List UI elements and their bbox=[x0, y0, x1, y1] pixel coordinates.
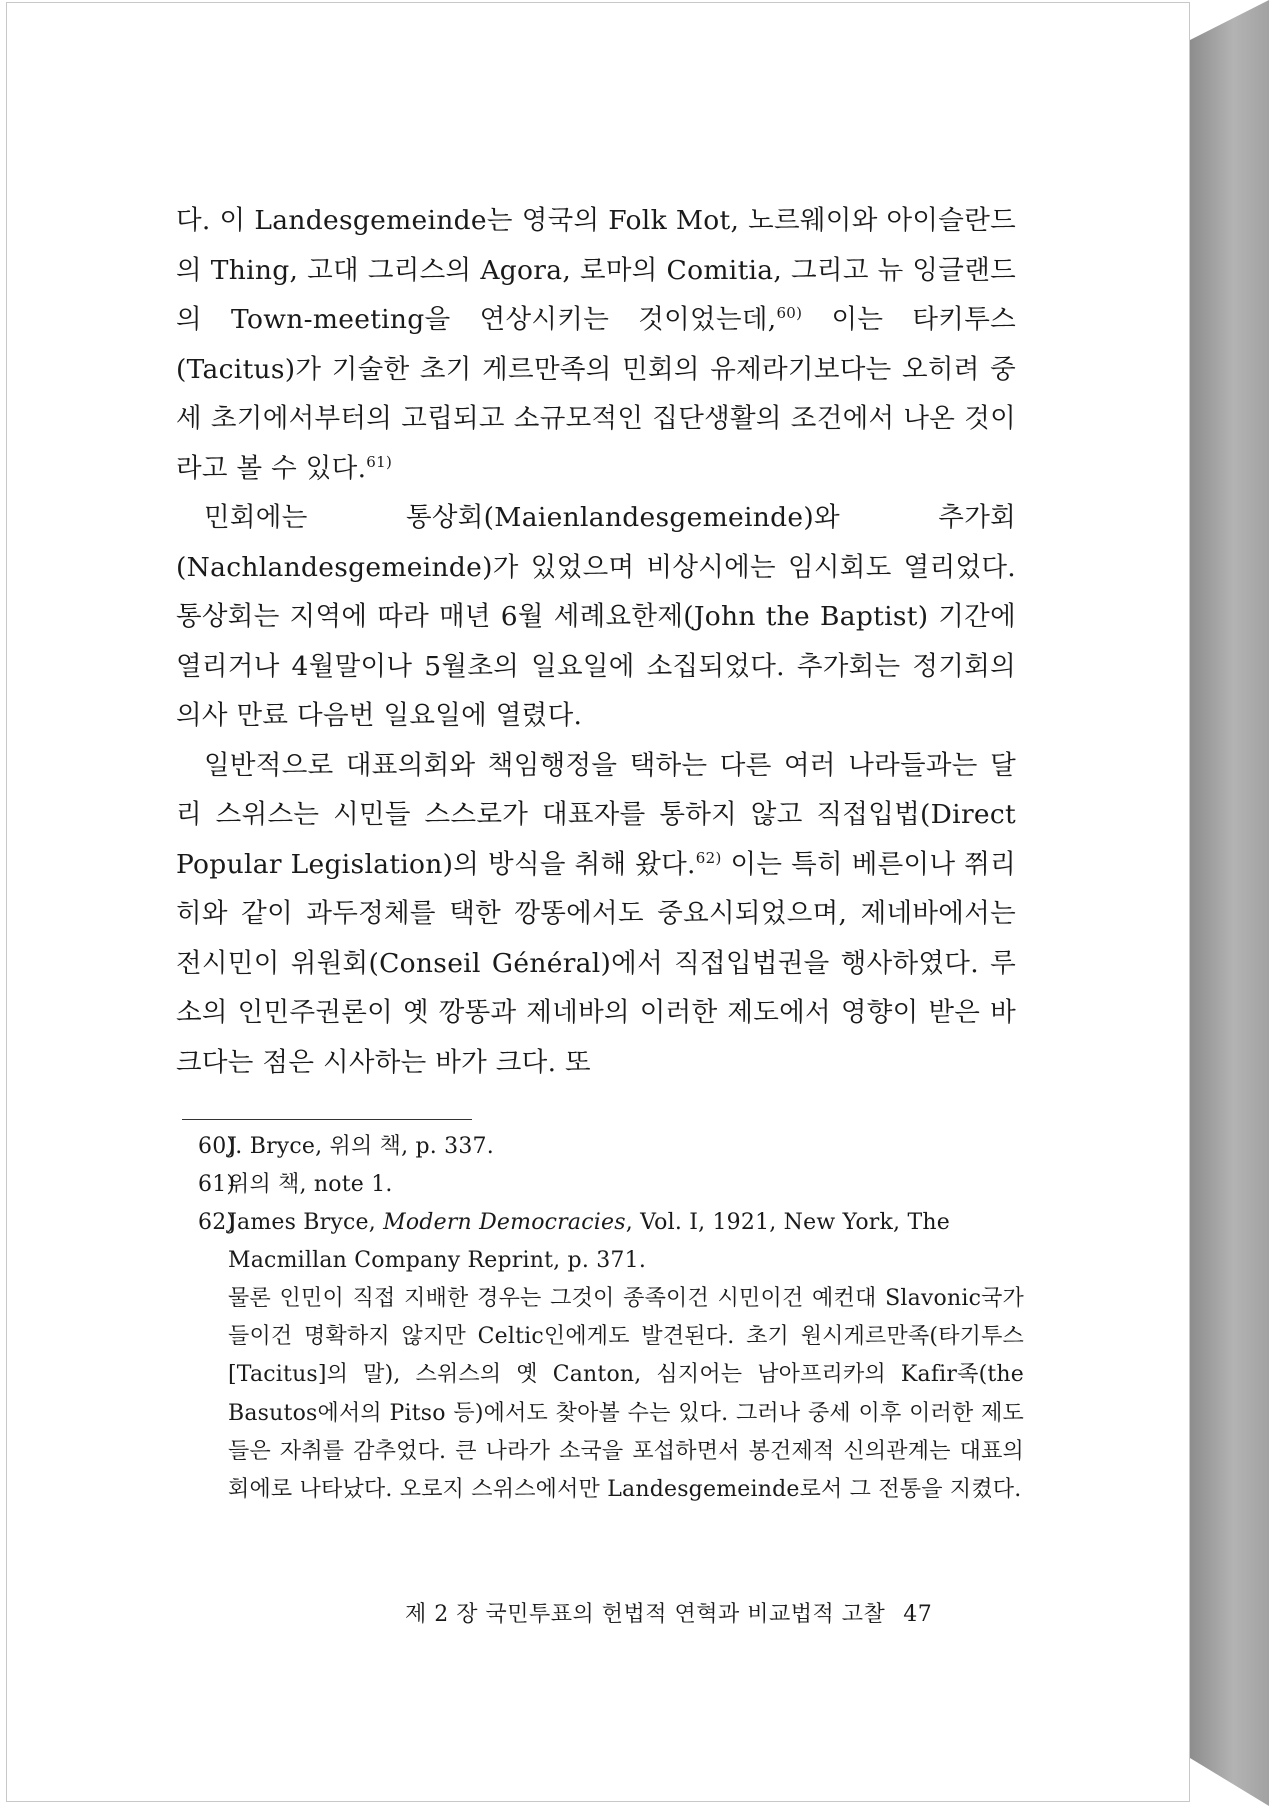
book-edge bbox=[1190, 0, 1269, 1806]
footnote-ref-60: 60) bbox=[776, 304, 803, 323]
footnote-divider bbox=[182, 1119, 472, 1120]
paragraph-3 bbox=[176, 741, 1016, 1088]
footnote-62-note: 물론 인민이 직접 지배한 경우는 그것이 종족이건 시민이건 예컨대 Slavonic국가들이건 명확하지 않지만 Celtic인에게도 발견된다. 초기 원시게르만족(타기투스[Tacitus]의 말), 스위스의 옛 Canton, 심지어는 남아프리카의 Kafir족(the Basutos에서의 Pitso 등)에서도 찾아볼 수는 있다. 그러나 중세 이후 이러한 제도들은 자취를 감추었다. 큰 나라가 소국을 포섭하면서 봉건제적 신의관계는 대표의회에로 나타났다. 오로지 스위스에서만 Landesgemeinde로서 그 전통을 지켰다. bbox=[228, 1286, 1024, 1503]
chapter-title: 제 2 장 국민투표의 헌법적 연혁과 비교법적 고찰 bbox=[405, 1602, 886, 1627]
paragraph-2: 민회에는 통상회(Maienlandesgemeinde)와 추가회(Nachlandesgemeinde)가 있었으며 비상시에는 임시회도 열리었다. 통상회는 지역에 따라 매년 6월 세례요한제(John the Baptist) 기간에 열리거나 4월말이나 5월초의 일요일에 소집되었다. 추가회는 정기회의 의사 만료 다음번 일요일에 열렸다. bbox=[176, 502, 1016, 731]
paragraph-3-text-a: 일반적으로 대표의회와 책임행정을 택하는 다른 여러 나라들과는 달리 스위스는 시민들 스스로가 대표자를 통하지 않고 직접입법(Direct Popular Legislation)의 방식을 취해 왔다. bbox=[176, 749, 1016, 880]
footnote-number: 61) bbox=[198, 1172, 236, 1197]
page-number: 47 bbox=[903, 1602, 933, 1627]
paragraph-3-text-b: 이는 특히 베른이나 쮜리히와 같이 과두정체를 택한 깡똥에서도 중요시되었으며, 제네바에서는 전시민이 위원회(Conseil Général)에서 직접입법권을 행사하였다. 루소의 인민주권론이 옛 깡똥과 제네바의 이러한 제도에서 영향이 받은 바 크다는 점은 시사하는 바가 크다. 또 bbox=[176, 848, 1016, 1078]
footnote-60 bbox=[198, 1128, 1024, 1166]
paragraph-1 bbox=[176, 196, 1016, 493]
footnotes bbox=[198, 1128, 1024, 1509]
paragraph-1-text-a: 다. 이 Landesgemeinde는 영국의 Folk Mot, 노르웨이와 아이슬란드의 Thing, 고대 그리스의 Agora, 로마의 Comitia, 그리고 뉴 잉글랜드의 Town-meeting을 연상시키는 것이었는데, bbox=[176, 205, 1016, 335]
body-text bbox=[176, 196, 1016, 1087]
footnote-ref-61: 61) bbox=[366, 452, 393, 471]
footnote-number: 62) bbox=[198, 1210, 236, 1235]
footnote-62 bbox=[198, 1204, 1024, 1280]
footnote-text: , Vol. I, 1921, New York, The Macmillan Company Reprint, p. 371. bbox=[228, 1210, 950, 1273]
footnote-number: 60) bbox=[198, 1134, 236, 1159]
page-footer bbox=[405, 1597, 1005, 1628]
footnote-ref-62: 62) bbox=[695, 848, 722, 867]
footnote-61 bbox=[198, 1166, 1024, 1204]
footnote-text: James Bryce, bbox=[228, 1210, 384, 1235]
paragraph-1-text-b: 이는 타키투스(Tacitus)가 기술한 초기 게르만족의 민회의 유제라기보다는 오히려 중세 초기에서부터의 고립되고 소규모적인 집단생활의 조건에서 나온 것이라고 볼 수 있다. bbox=[176, 304, 1016, 484]
book-title: Modern Democracies bbox=[383, 1210, 626, 1235]
footnote-text: 위의 책, note 1. bbox=[228, 1172, 393, 1197]
footnote-text: J. Bryce, 위의 책, p. 337. bbox=[228, 1134, 494, 1159]
